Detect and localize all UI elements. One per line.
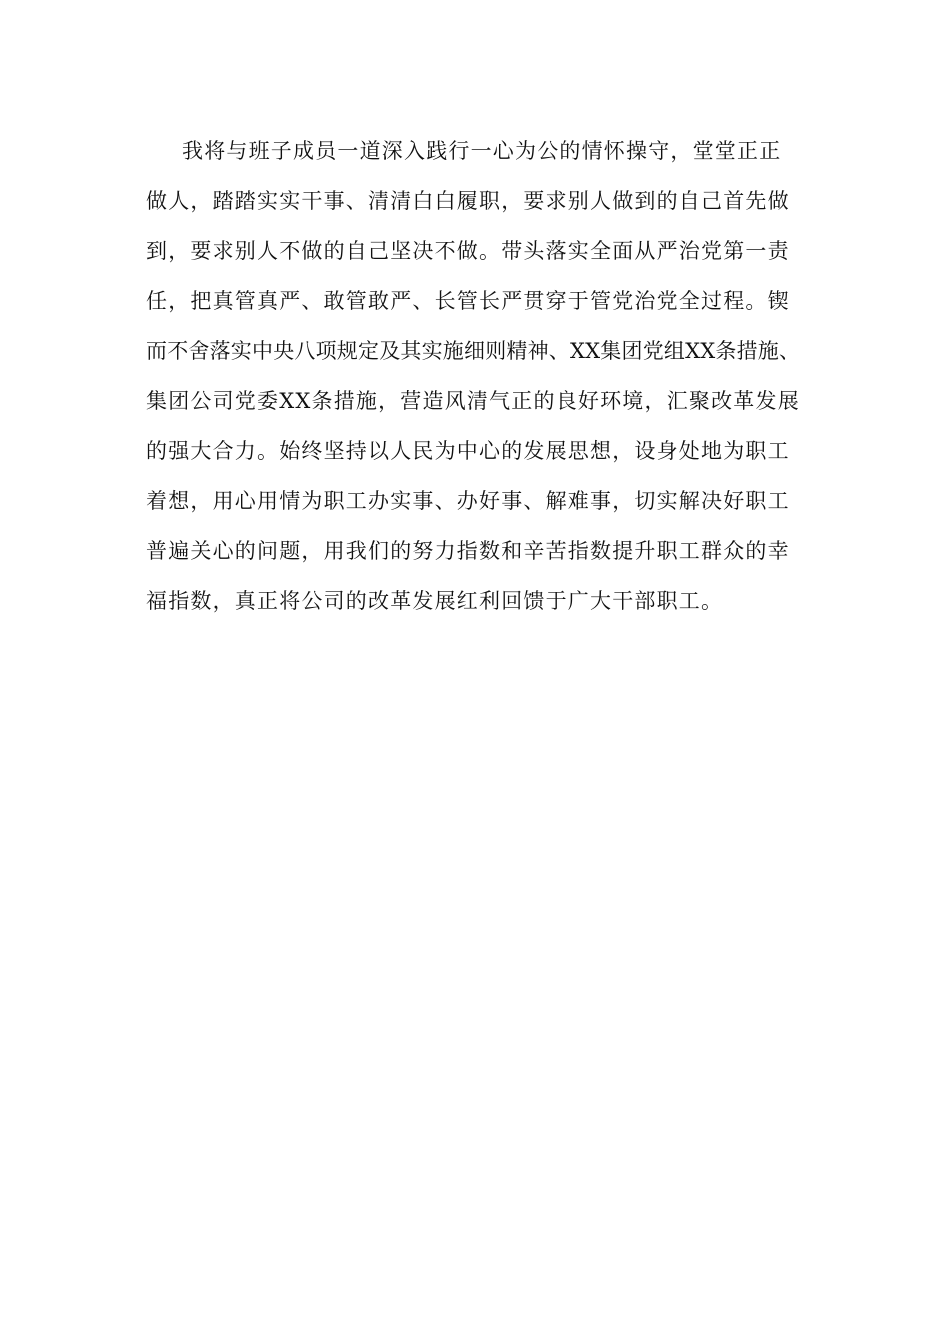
paragraph-line: 到，要求别人不做的自己坚决不做。带头落实全面从严治党第一责 [146,239,790,263]
paragraph-line: 福指数，真正将公司的改革发展红利回馈于广大干部职工。 [146,589,724,613]
paragraph-line: 而不舍落实中央八项规定及其实施细则精神、XX集团党组XX条措施、 [146,339,801,363]
body-paragraph [146,126,836,626]
paragraph-line: 普遍关心的问题，用我们的努力指数和辛苦指数提升职工群众的幸 [146,539,790,563]
paragraph-line: 任，把真管真严、敢管敢严、长管长严贯穿于管党治党全过程。锲 [146,289,790,313]
paragraph-line: 我将与班子成员一道深入践行一心为公的情怀操守，堂堂正正 [182,139,782,163]
paragraph-line: 做人，踏踏实实干事、清清白白履职，要求别人做到的自己首先做 [146,189,790,213]
paragraph-line: 集团公司党委XX条措施，营造风清气正的良好环境，汇聚改革发展 [146,389,800,413]
paragraph-line: 着想，用心用情为职工办实事、办好事、解难事，切实解决好职工 [146,489,790,513]
paragraph-line: 的强大合力。始终坚持以人民为中心的发展思想，设身处地为职工 [146,439,790,463]
